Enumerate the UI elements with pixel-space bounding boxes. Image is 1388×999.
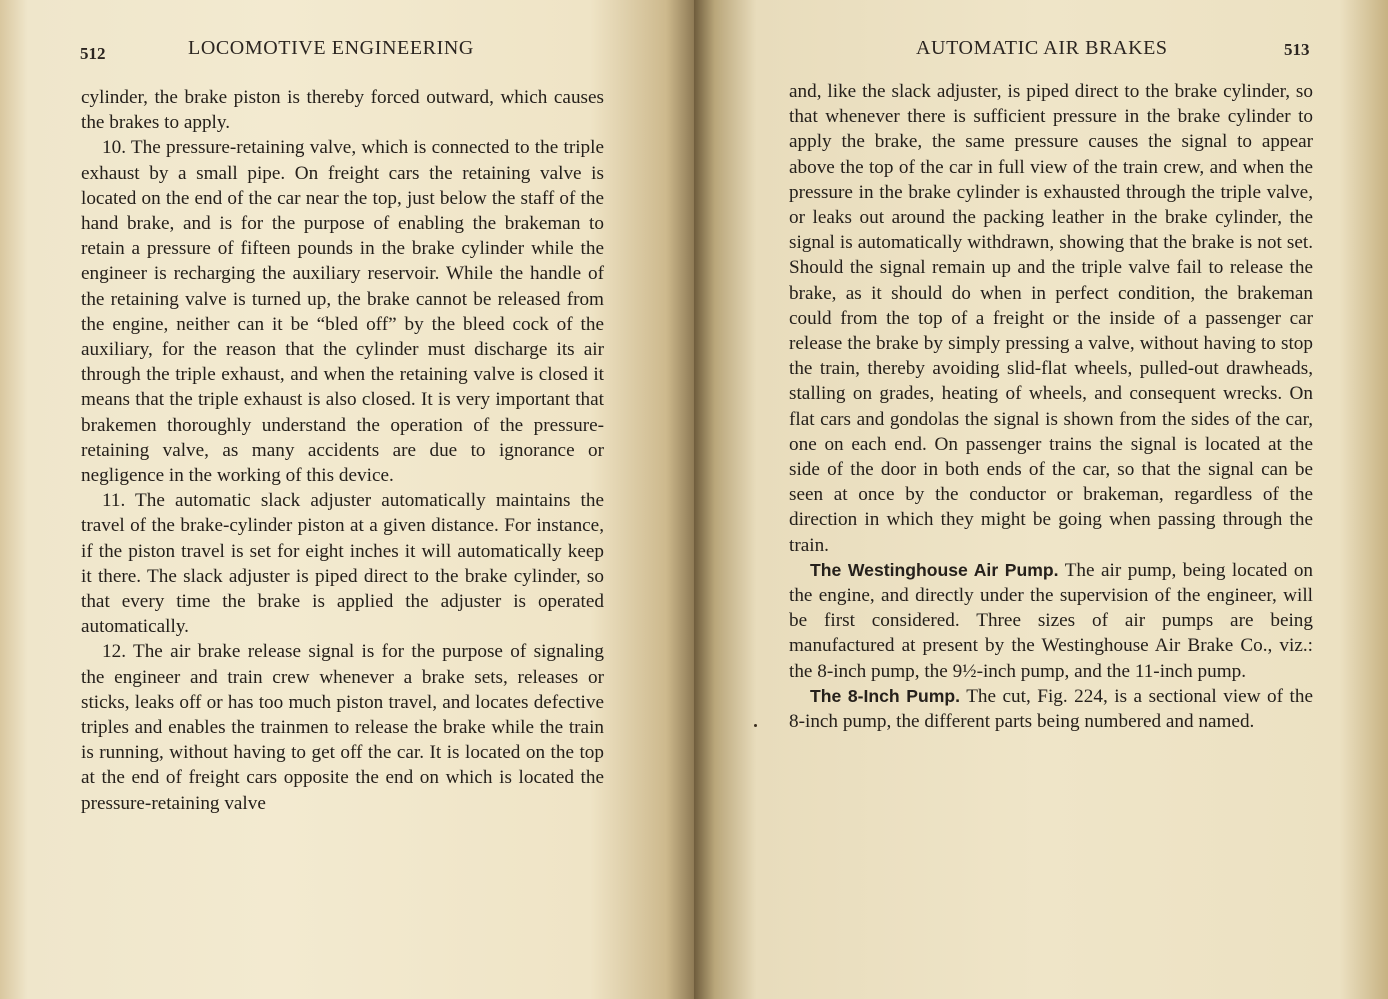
left-paragraph: 11. The automatic slack adjuster automatically maintains the travel of the brake-cylinder piston at a given distance. For instance, if the piston travel is set for eight inches it will automatically keep it there. The slack adjuster is piped direct to the brake cylinder, so that every time the brake is applied the adjuster is operated automatically.	[81, 490, 604, 638]
right-page	[694, 0, 1388, 999]
left-paragraph: 12. The air brake release signal is for the purpose of signaling the engineer and train crew whenever a brake sets, releases or sticks, leaks off or has too much piston travel, and locates defective triples and enables the trainmen to release the brake while the train is running, without having to get off the car. It is located on the top at the end of freight cars opposite the end on which is located the pressure-retaining valve	[81, 641, 604, 814]
section-heading: The 8-Inch Pump.	[810, 685, 961, 706]
right-paragraph	[789, 684, 1313, 734]
section-text: The air pump, being located on the engine, and directly under the supervision of the engineer, will be first considered. Three sizes of air pumps are being manufactured at present by the Westinghouse Air Brake Co., viz.: the 8-inch pump, the 9½-inch pump, and the 11-inch pump.	[789, 559, 1314, 682]
right-page-number: 513	[1284, 40, 1310, 59]
section-text: The cut, Fig. 224, is a sectional view of the 8-inch pump, the different parts being numbered and named.	[789, 685, 1313, 733]
left-paragraph: cylinder, the brake piston is thereby forced outward, which causes the brakes to apply.	[81, 87, 604, 134]
right-paragraph: and, like the slack adjuster, is piped direct to the brake cylinder, so that whenever there is sufficient pressure in the brake cylinder to apply the brake, the same pressure causes the signal to appear above the top of the car in full view of the train crew, and when the pressure in the brake cylinder is exhausted through the triple valve, or leaks out around the packing leather in the brake cylinder, the signal is automatically withdrawn, showing that the brake is not set. Should the signal remain up and the triple valve fail to release the brake, as it should do when in perfect condition, the brakeman could from the top of a freight or the inside of a passenger car release the brake by simply pressing a valve, without having to stop the train, thereby avoiding slid-flat wheels, pulled-out drawheads, stalling on grades, heating of wheels, and consequent wrecks. On flat cars and gondolas the signal is shown from the sides of the car, one on each end. On passenger trains the signal is located at the side of the door in both ends of the car, so that the signal can be seen at once by the conductor or brakeman, regardless of the direction in which they might be going when passing through the train.	[789, 81, 1313, 556]
page-speck	[754, 724, 757, 727]
left-paragraph: 10. The pressure-retaining valve, which is connected to the triple exhaust by a small pipe. On freight cars the retaining valve is located on the end of the car near the top, just below the staff of the hand brake, and is for the purpose of enabling the brakeman to retain a pressure of fifteen pounds in the brake cylinder while the engineer is recharging the auxiliary reservoir. While the handle of the retaining valve is turned up, the brake cannot be released from the engine, neither can it be “bled off” by the bleed cock of the auxiliary, for the reason that the cylinder must discharge its air through the triple exhaust, and when the retaining valve is closed it means that the triple exhaust is also closed. It is very important that brakemen thoroughly understand the operation of the pressure-retaining valve, as many accidents are due to ignorance or negligence in the working of this device.	[81, 137, 604, 487]
left-running-head: LOCOMOTIVE ENGINEERING	[188, 37, 474, 59]
right-body-text	[789, 79, 1313, 734]
right-paragraph	[789, 558, 1313, 684]
section-heading: The Westinghouse Air Pump.	[810, 559, 1059, 580]
right-running-head: AUTOMATIC AIR BRAKES	[916, 37, 1168, 59]
left-page-number: 512	[80, 44, 106, 63]
left-body-text	[81, 85, 604, 816]
